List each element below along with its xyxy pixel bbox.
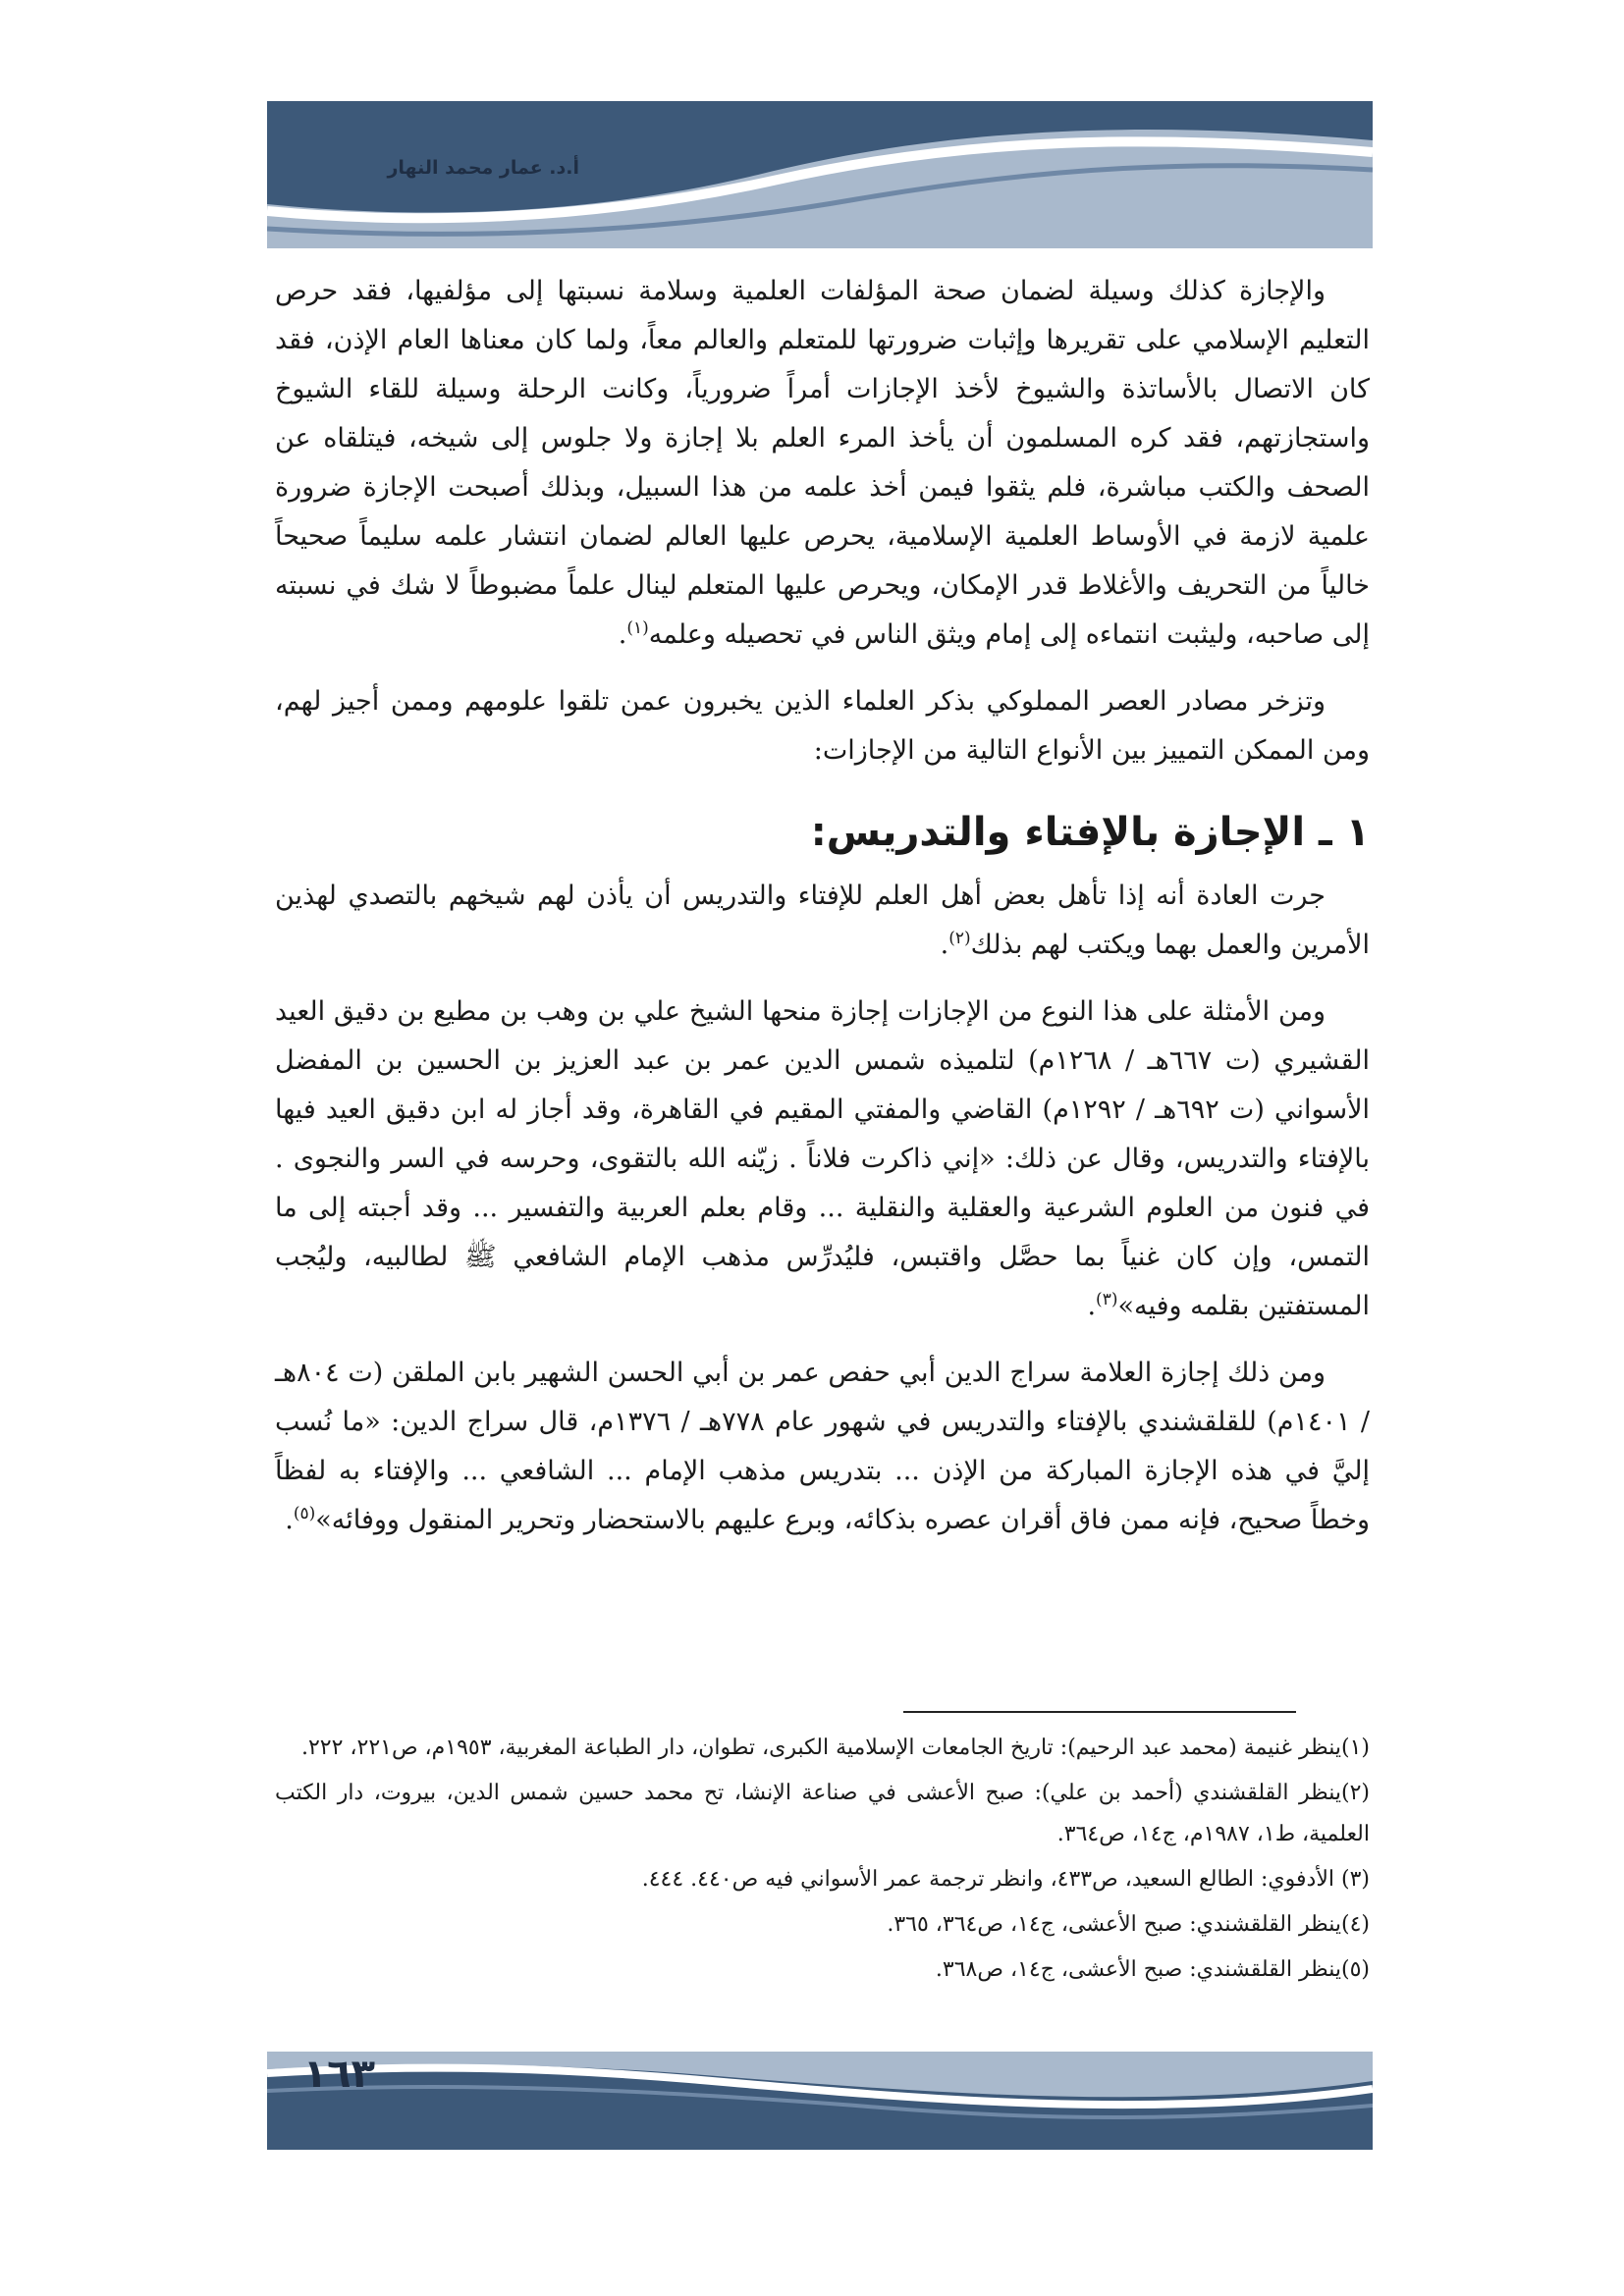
paragraph: وتزخر مصادر العصر المملوكي بذكر العلماء الذين يخبرون عمن تلقوا علومهم وممن أجيز لهم، ومن الممكن التمييز بين الأنواع التالية من الإجازات: (275, 686, 1370, 766)
footnote-marker: (٣) (1096, 1290, 1118, 1309)
page-number: ١٦٣ (302, 2052, 375, 2097)
main-text (275, 267, 1370, 1563)
footnote-marker: (٢) (948, 929, 971, 948)
paragraph: والإجازة كذلك وسيلة لضمان صحة المؤلفات العلمية وسلامة نسبتها إلى مؤلفيها، فقد حرص التعليم الإسلامي على تقريرها وإثبات ضرورتها للمتعلم والعالم معاً، ولما كان معناها العام الإذن، فقد كان الاتصال بالأساتذة والشيوخ لأخذ الإجازات أمراً ضرورياً، وكانت الرحلة وسيلة للقاء الشيوخ واستجازتهم، فقد كره المسلمون أن يأخذ المرء العلم بلا إجازة ولا جلوس إلى شيخه، فيتلقاه عن الصحف والكتب مباشرة، فلم يثقوا فيمن أخذ علمه من هذا السبيل، وبذلك أصبحت الإجازة ضرورة علمية لازمة في الأوساط العلمية الإسلامية، يحرص عليها العالم لضمان انتشار علمه سليماً صحيحاً خالياً من التحريف والأغلاط قدر الإمكان، ويحرص عليها المتعلم لينال علماً مضبوطاً لا شك في نسبته إلى صاحبه، وليثبت انتماءه إلى إمام ويثق الناس في تحصيله وعلمه$^{(١)}$. (275, 276, 1370, 650)
footnote-marker-4 (0, 0, 1, 1)
footnote: (٣) الأدفوي: الطالع السعيد، ص٤٣٣، وانظر ترجمة عمر الأسواني فيه ص٤٤٠. ٤٤٤. (641, 1867, 1370, 1892)
paragraph: جرت العادة أنه إذا تأهل بعض أهل العلم للإفتاء والتدريس أن يأذن لهم شيخهم بالتصدي لهذين الأمرين والعمل بهما ويكتب لهم بذلك$^{(٢)}$. (275, 881, 1370, 960)
section-heading: ١ ـ الإجازة بالإفتاء والتدريس: (810, 810, 1370, 855)
footnote: (٥)ينظر القلقشندي: صبح الأعشى، ج١٤، ص٣٦٨. (935, 1957, 1370, 1982)
footnote-marker: (٥) (293, 1504, 316, 1523)
footnote: (٢)ينظر القلقشندي (أحمد بن علي): صبح الأعشى في صناعة الإنشا، تح محمد حسين شمس الدين، بيروت، دار الكتب العلمية، ط١، ١٩٨٧م، ج١٤، ص٣٦٤. (275, 1781, 1370, 1846)
paragraph: ومن ذلك إجازة العلامة سراج الدين أبي حفص عمر بن أبي الحسن الشهير بابن الملقن (ت ٨٠٤هـ / ١٤٠١م) للقلقشندي بالإفتاء والتدريس في شهور عام ٧٧٨هـ / ١٣٧٦م، قال سراج الدين: «ما نُسب إليَّ في هذه الإجازة المباركة من الإذن ... بتدريس مذهب الإمام ... الشافعي ... والإفتاء به لفظاً وخطاً صحيح، فإنه ممن فاق أقران عصره بذكائه، وبرع عليهم بالاستحضار وتحرير المنقول ووفائه»$^{(٥)}$. (275, 1358, 1370, 1535)
footnotes (275, 1728, 1370, 1995)
footer-band-decoration (267, 2052, 1373, 2150)
paragraph: ومن الأمثلة على هذا النوع من الإجازات إجازة منحها الشيخ علي بن وهب بن مطيع بن دقيق العيد القشيري (ت ٦٦٧هـ / ١٢٦٨م) لتلميذه شمس الدين عمر بن عبد العزيز بن الحسين بن المفضل الأسواني (ت ٦٩٢هـ / ١٢٩٢م) القاضي والمفتي المقيم في القاهرة، وقد أجاز له ابن دقيق العيد فيها بالإفتاء والتدريس، وقال عن ذلك: «إني ذاكرت فلاناً . زيّنه الله بالتقوى، وحرسه في السر والنجوى . في فنون من العلوم الشرعية والعقلية والنقلية ... وقام بعلم العربية والتفسير ... وقد أجبته إلى ما التمس، وإن كان غنياً بما حصَّل واقتبس، فليُدرِّس مذهب الإمام الشافعي ﷺ لطالبيه، وليُجب المستفتين بقلمه وفيه»$^{(٣)}$. (275, 996, 1370, 1321)
footnote: (١)ينظر غنيمة (محمد عبد الرحيم): تاريخ الجامعات الإسلامية الكبرى، تطوان، دار الطباعة المغربية، ١٩٥٣م، ص٢٢١، ٢٢٢. (300, 1735, 1370, 1760)
footnote: (٤)ينظر القلقشندي: صبح الأعشى، ج١٤، ص٣٦٤، ٣٦٥. (887, 1912, 1370, 1937)
author-name: أ.د. عمار محمد النهار (387, 157, 579, 179)
footnote-marker: (١) (626, 618, 649, 638)
footnote-divider (903, 1711, 1296, 1713)
